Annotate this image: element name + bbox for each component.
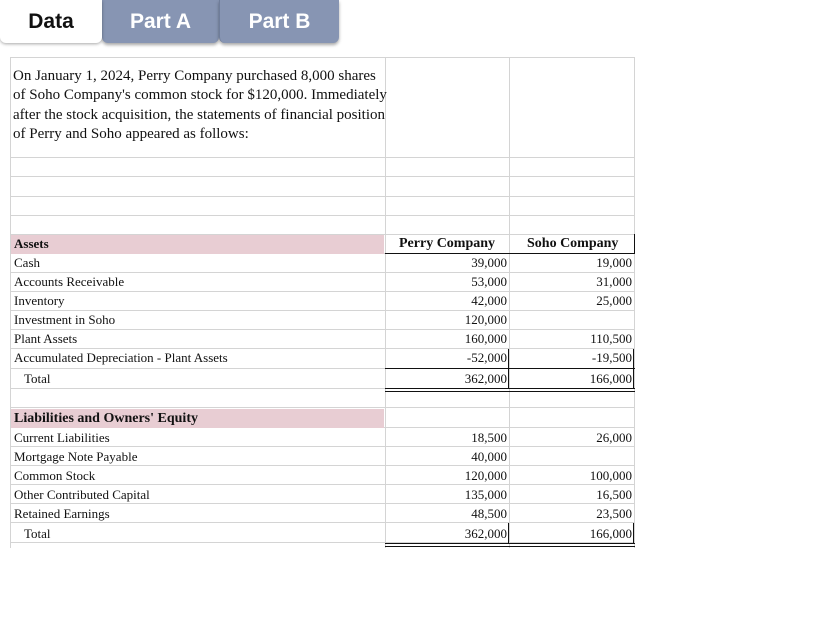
- sheet-tabs: [0, 0, 828, 44]
- asset-row-perry-value: 160,000: [464, 331, 507, 346]
- tab-part-a[interactable]: Part A: [102, 0, 219, 43]
- asset-row-soho-value: 110,500: [590, 331, 632, 346]
- liability-row-perry-value: 120,000: [464, 468, 507, 483]
- liabilities-total-soho: 166,000: [589, 526, 632, 541]
- liability-row-perry-value: 135,000: [464, 487, 507, 502]
- perry-total-border: [508, 349, 509, 389]
- soho-liab-total-border: [633, 523, 634, 543]
- liability-row-perry-value: 48,500: [471, 506, 507, 521]
- tab-part-b[interactable]: Part B: [219, 0, 339, 43]
- liability-row-label: Retained Earnings: [14, 506, 110, 521]
- asset-row-soho-value: -19,500: [591, 350, 632, 365]
- asset-row-label: Accumulated Depreciation - Plant Assets: [14, 350, 228, 365]
- grid-line: [634, 57, 635, 548]
- assets-total-bottom-border-2: [385, 391, 635, 392]
- asset-row-soho-value: 31,000: [596, 274, 632, 289]
- assets-total-soho: 166,000: [589, 371, 632, 386]
- grid-line: [10, 157, 635, 158]
- liabilities-heading: Liabilities and Owners' Equity: [14, 411, 198, 426]
- liability-row-label: Other Contributed Capital: [14, 487, 150, 502]
- liability-row-label: Mortgage Note Payable: [14, 449, 138, 464]
- asset-row-perry-value: 120,000: [464, 312, 507, 327]
- liabilities-total-perry: 362,000: [464, 526, 507, 541]
- assets-total-perry: 362,000: [464, 371, 507, 386]
- grid-line: [10, 215, 635, 216]
- liab-total-bottom-border-2: [385, 546, 635, 547]
- grid-line: [10, 57, 11, 548]
- grid-line: [10, 407, 635, 408]
- asset-row-perry-value: 42,000: [471, 293, 507, 308]
- grid-line: [10, 196, 635, 197]
- problem-intro: On January 1, 2024, Perry Company purchased 8,000 shares of Soho Company's common stock for $120,000. Immediately after the stock acquisition, the statements of financial position of Perry and Soho appeared as follows:: [13, 68, 387, 142]
- asset-row-perry-value: 53,000: [471, 274, 507, 289]
- assets-total-bottom-border-1: [385, 388, 635, 389]
- grid-line: [10, 57, 635, 58]
- soho-total-border: [633, 349, 634, 389]
- asset-row-soho-value: 25,000: [596, 293, 632, 308]
- perry-company-header: Perry Company: [399, 236, 496, 251]
- soho-header-border: [634, 234, 635, 254]
- liability-row-soho-value: 26,000: [596, 430, 632, 445]
- grid-line: [10, 291, 635, 292]
- liability-row-perry-value: 18,500: [471, 430, 507, 445]
- grid-line: [10, 329, 635, 330]
- liability-row-label: Common Stock: [14, 468, 96, 483]
- soho-company-header: Soho Company: [527, 236, 619, 251]
- assets-total-label: Total: [24, 371, 51, 386]
- liability-row-soho-value: 23,500: [596, 506, 632, 521]
- asset-row-perry-value: 39,000: [471, 255, 507, 270]
- liabilities-total-label: Total: [24, 526, 51, 541]
- asset-row-label: Plant Assets: [14, 331, 78, 346]
- liability-row-perry-value: 40,000: [471, 449, 507, 464]
- asset-row-label: Cash: [14, 255, 40, 270]
- assets-heading-highlight: [11, 235, 384, 254]
- asset-row-label: Inventory: [14, 293, 65, 308]
- liability-row-label: Current Liabilities: [14, 430, 110, 445]
- asset-row-label: Accounts Receivable: [14, 274, 125, 289]
- asset-row-soho-value: 19,000: [596, 255, 632, 270]
- grid-line: [10, 176, 635, 177]
- asset-row-perry-value: -52,000: [466, 350, 507, 365]
- grid-line: [509, 57, 510, 548]
- liability-row-soho-value: 100,000: [589, 468, 632, 483]
- assets-heading: Assets: [14, 236, 49, 251]
- perry-liab-total-border: [508, 523, 509, 543]
- tab-data[interactable]: Data: [0, 0, 102, 43]
- asset-row-label: Investment in Soho: [14, 312, 116, 327]
- liab-total-bottom-border-1: [385, 543, 635, 544]
- liability-row-soho-value: 16,500: [596, 487, 632, 502]
